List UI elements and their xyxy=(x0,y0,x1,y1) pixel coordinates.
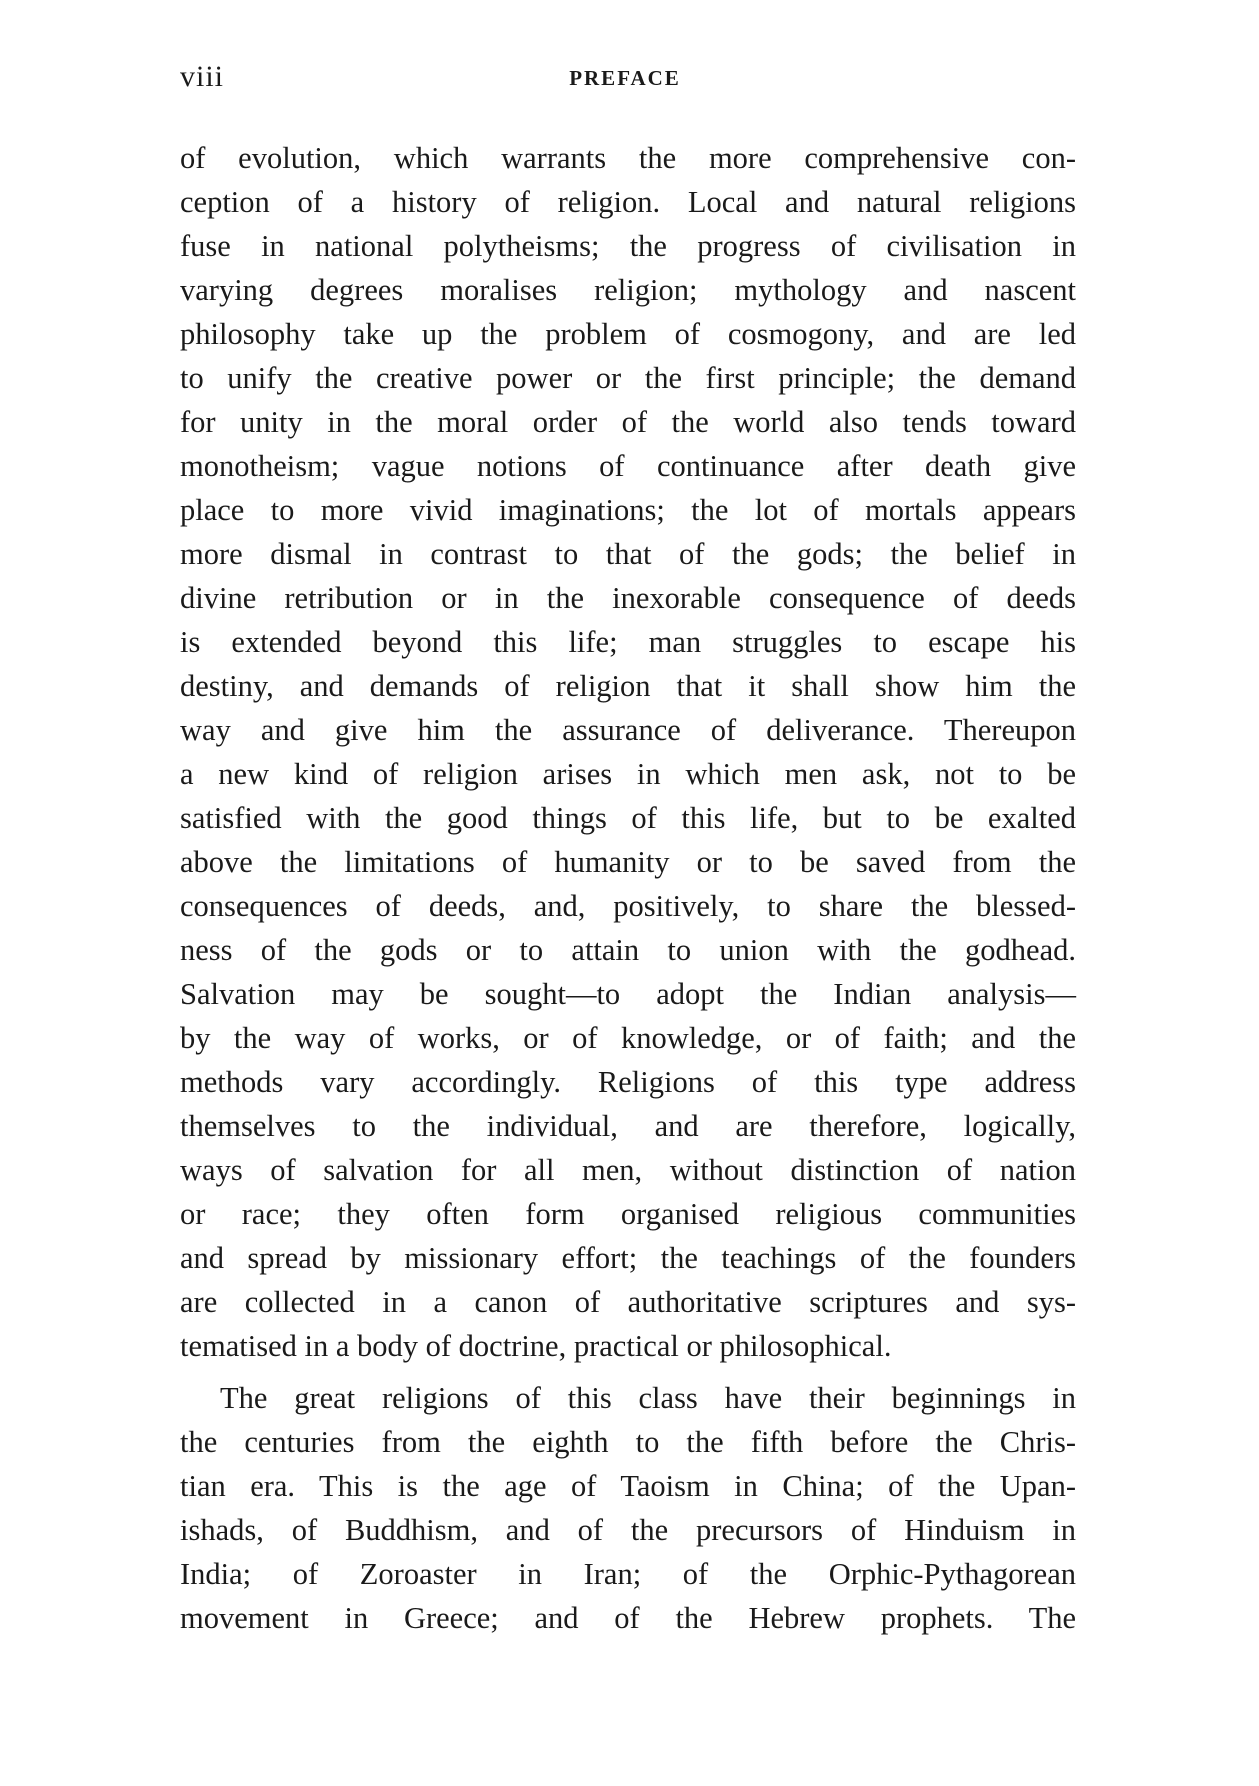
text-line: divine retribution or in the inexorable consequence of deeds xyxy=(180,581,1076,615)
text-line: or race; they often form organised religious communities xyxy=(180,1197,1076,1231)
text-line: philosophy take up the problem of cosmogony, and are led xyxy=(180,317,1076,351)
text-line: monotheism; vague notions of continuance after death give xyxy=(180,449,1076,483)
text-line: themselves to the individual, and are therefore, logically, xyxy=(180,1109,1076,1143)
text-line: for unity in the moral order of the world also tends toward xyxy=(180,405,1076,439)
text-line: and spread by missionary effort; the teachings of the founders xyxy=(180,1241,1076,1275)
text-line: destiny, and demands of religion that it shall show him the xyxy=(180,669,1076,703)
text-line: of evolution, which warrants the more comprehensive con- xyxy=(180,141,1076,175)
paragraph xyxy=(180,1376,1076,1640)
text-line: consequences of deeds, and, positively, to share the blessed- xyxy=(180,889,1076,923)
page-number: viii xyxy=(180,60,225,93)
paragraph-gap xyxy=(180,1368,1076,1376)
text-line: satisfied with the good things of this life, but to be exalted xyxy=(180,801,1076,835)
text-line: varying degrees moralises religion; mythology and nascent xyxy=(180,273,1076,307)
text-line: methods vary accordingly. Religions of this type address xyxy=(180,1065,1076,1099)
text-line: is extended beyond this life; man struggles to escape his xyxy=(180,625,1076,659)
text-line: more dismal in contrast to that of the gods; the belief in xyxy=(180,537,1076,571)
text-line: ness of the gods or to attain to union with the godhead. xyxy=(180,933,1076,967)
body-text xyxy=(180,136,1076,1640)
running-head xyxy=(180,60,1070,100)
text-line: India; of Zoroaster in Iran; of the Orphic-Pythagorean xyxy=(180,1557,1076,1591)
text-line: a new kind of religion arises in which men ask, not to be xyxy=(180,757,1076,791)
text-line: the centuries from the eighth to the fifth before the Chris- xyxy=(180,1425,1076,1459)
text-line: ways of salvation for all men, without distinction of nation xyxy=(180,1153,1076,1187)
text-line: fuse in national polytheisms; the progress of civilisation in xyxy=(180,229,1076,263)
running-title: PREFACE xyxy=(569,66,681,90)
text-line: Salvation may be sought—to adopt the Indian analysis— xyxy=(180,977,1076,1011)
text-line: movement in Greece; and of the Hebrew prophets. The xyxy=(180,1601,1076,1635)
text-line: place to more vivid imaginations; the lot of mortals appears xyxy=(180,493,1076,527)
paragraph xyxy=(180,136,1076,1368)
text-line: tematised in a body of doctrine, practical or philosophical. xyxy=(180,1329,892,1363)
text-line: way and give him the assurance of deliverance. Thereupon xyxy=(180,713,1076,747)
text-line: to unify the creative power or the first principle; the demand xyxy=(180,361,1076,395)
text-line: are collected in a canon of authoritative scriptures and sys- xyxy=(180,1285,1076,1319)
text-line: The great religions of this class have their beginnings in xyxy=(220,1381,1076,1415)
text-line: by the way of works, or of knowledge, or of faith; and the xyxy=(180,1021,1076,1055)
text-line: ishads, of Buddhism, and of the precursors of Hinduism in xyxy=(180,1513,1076,1547)
text-line: above the limitations of humanity or to be saved from the xyxy=(180,845,1076,879)
text-line: tian era. This is the age of Taoism in China; of the Upan- xyxy=(180,1469,1076,1503)
text-line: ception of a history of religion. Local and natural religions xyxy=(180,185,1076,219)
